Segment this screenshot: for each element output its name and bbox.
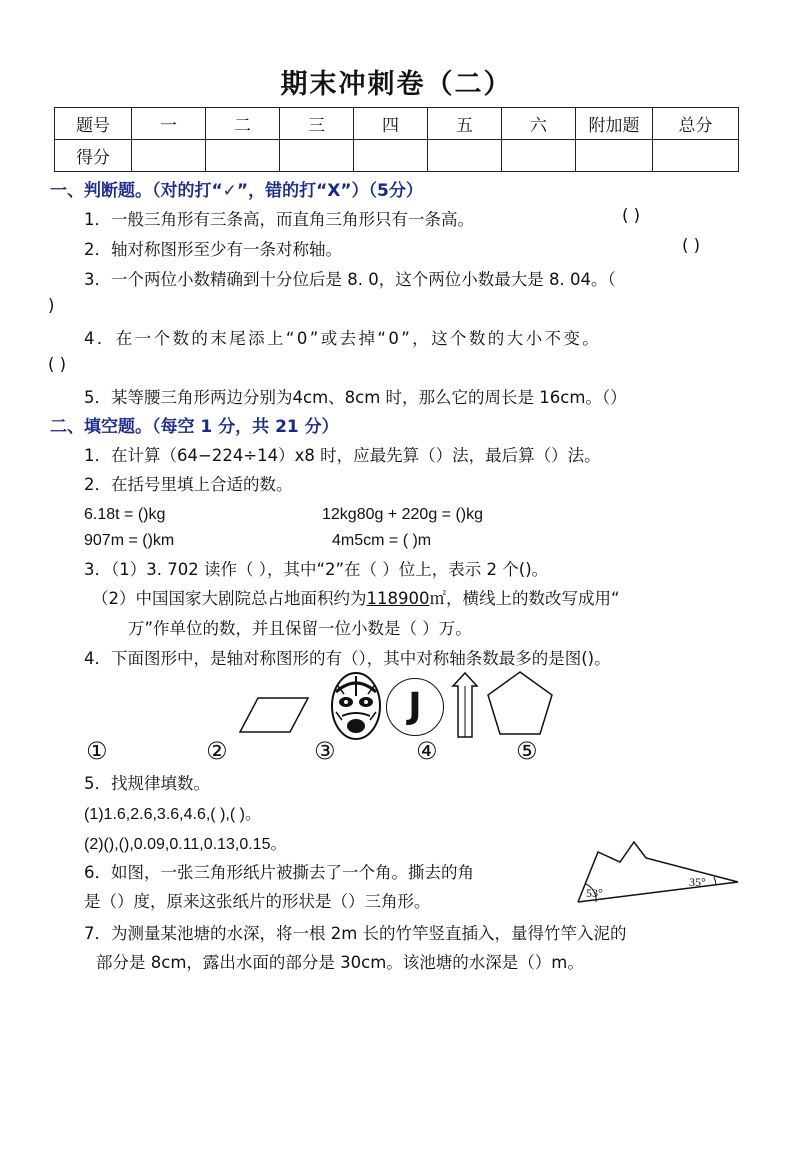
score-cell[interactable] — [132, 140, 206, 172]
s2-question-7-line1: 7．为测量某池塘的水深，将一根 2m 长的竹竿竖直插入，量得竹竿入泥的 — [84, 924, 627, 943]
figure-letter: J — [408, 686, 422, 727]
header-cell: 附加题 — [576, 108, 653, 140]
score-cell[interactable] — [653, 140, 739, 172]
angle-label-35: 35° — [689, 875, 706, 889]
section1-heading: 一、判断题。（对的打“✓”，错的打“X”）（5分） — [50, 181, 423, 201]
angle-label-53: 53° — [586, 886, 603, 900]
arrow-column-figure — [452, 672, 478, 738]
torn-triangle-figure — [576, 840, 742, 906]
opera-mask-figure — [330, 672, 382, 744]
pentagon-figure — [486, 670, 554, 736]
s2-q2-item-b: 12kg80g + 220g = ()kg — [322, 506, 484, 523]
header-cell: 六 — [502, 108, 576, 140]
parallelogram-figure — [240, 695, 310, 735]
s1-question-5: 5．某等腰三角形两边分别为4cm、8cm 时，那么它的周长是 16cm。（） — [84, 388, 627, 407]
score-row-label: 得分 — [55, 140, 132, 172]
s1-question-2: 2．轴对称图形至少有一条对称轴。 — [84, 240, 342, 259]
score-cell[interactable] — [206, 140, 280, 172]
s1-question-4-cont[interactable]: ( ) — [48, 355, 67, 374]
score-table-score-row — [55, 140, 739, 172]
s2-q2-item-c: 907m = ()km — [84, 532, 175, 549]
s1-question-3-cont[interactable]: ) — [48, 296, 55, 315]
s2-question-3-2 — [92, 585, 620, 609]
header-cell: 题号 — [55, 108, 132, 140]
score-cell[interactable] — [576, 140, 653, 172]
header-cell: 总分 — [653, 108, 739, 140]
s2-question-4: 4．下面图形中，是轴对称图形的有（），其中对称轴条数最多的是图()。 — [84, 649, 611, 668]
figure-label-5: ⑤ — [516, 737, 538, 765]
s1-answer-paren-1[interactable]: ( ) — [622, 206, 641, 225]
s2-question-3-1: 3．（1）3. 702 读作（ ），其中“2”在（ ）位上，表示 2 个()。 — [84, 560, 549, 579]
s2-q2-item-d: 4m5cm = ( )m — [332, 532, 432, 549]
s2-question-5: 5．找规律填数。 — [84, 774, 210, 793]
score-table — [54, 107, 739, 172]
figure-label-2: ② — [206, 737, 228, 765]
s2-q3-2-text-b: ㎡，横线上的数改写成用“ — [429, 589, 620, 608]
figure-label-3: ③ — [314, 737, 336, 765]
s2-q3-2-underlined-number: 118900 — [366, 589, 430, 608]
s1-answer-paren-2[interactable]: ( ) — [682, 236, 701, 255]
score-cell[interactable] — [502, 140, 576, 172]
score-cell[interactable] — [428, 140, 502, 172]
s2-q5-sequence-2: (2)(),(),0.09,0.11,0.13,0.15。 — [84, 836, 287, 853]
s2-question-7-line2: 部分是 8cm，露出水面的部分是 30cm。该池塘的水深是（）m。 — [96, 953, 584, 972]
s2-q3-2-text-a: （2）中国国家大剧院总占地面积约为 — [92, 589, 367, 608]
s2-question-2: 2．在括号里填上合适的数。 — [84, 475, 293, 494]
score-table-header-row — [55, 108, 739, 140]
s2-question-3-2-cont: 万”作单位的数，并且保留一位小数是（ ）万。 — [128, 619, 472, 638]
page-title: 期末冲刺卷（二） — [280, 69, 513, 100]
header-cell: 二 — [206, 108, 280, 140]
figure-label-1: ① — [86, 737, 108, 765]
header-cell: 四 — [354, 108, 428, 140]
score-cell[interactable] — [280, 140, 354, 172]
letter-circle-figure — [386, 678, 444, 736]
header-cell: 五 — [428, 108, 502, 140]
s1-question-4: 4．在一个数的末尾添上“0”或去掉“0”，这个数的大小不变。 — [84, 329, 602, 348]
section2-heading: 二、填空题。（每空 1 分，共 21 分） — [50, 417, 339, 437]
s1-question-1: 1．一般三角形有三条高，而直角三角形只有一条高。 — [84, 210, 474, 229]
header-cell: 三 — [280, 108, 354, 140]
score-cell[interactable] — [354, 140, 428, 172]
s2-question-6-line1: 6．如图，一张三角形纸片被撕去了一个角。撕去的角 — [84, 863, 474, 882]
s1-question-3: 3．一个两位小数精确到十分位后是 8. 0，这个两位小数最大是 8. 04。（ — [84, 270, 616, 289]
figure-label-4: ④ — [416, 737, 438, 765]
s2-question-1: 1．在计算（64−224÷14）x8 时，应最先算（）法，最后算（）法。 — [84, 446, 601, 465]
s2-q2-item-a: 6.18t = ()kg — [84, 506, 166, 523]
s2-q5-sequence-1: (1)1.6,2.6,3.6,4.6,( ),( )。 — [84, 806, 261, 823]
s2-question-6-line2: 是（）度，原来这张纸片的形状是（）三角形。 — [84, 892, 431, 911]
header-cell: 一 — [132, 108, 206, 140]
